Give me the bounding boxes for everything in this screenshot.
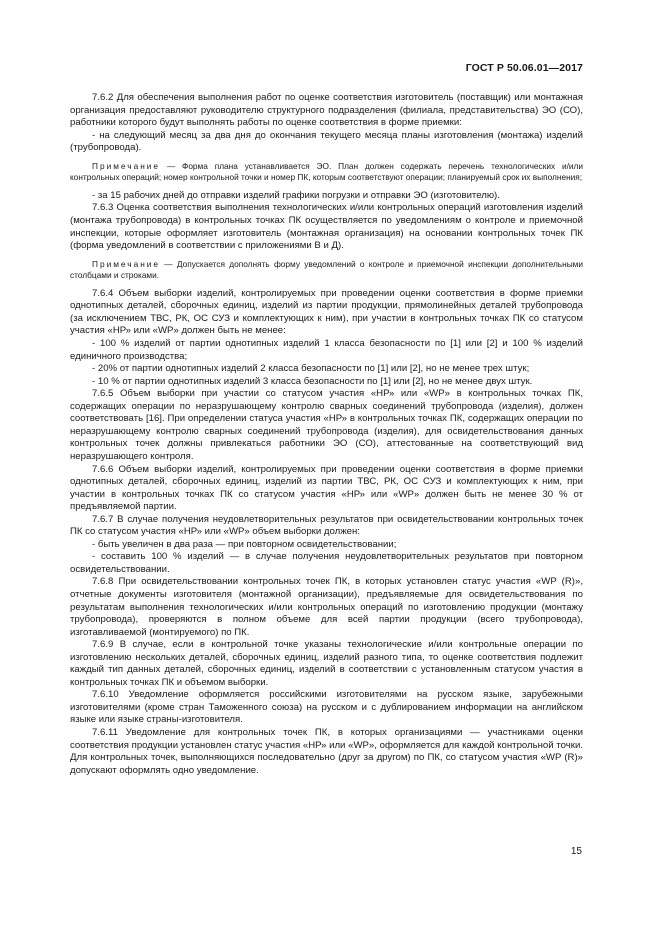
list-item-class-1: - 100 % изделий от партии однотипных изделий 1 класса безопасности по [1] или [2] и 100 % изделий единичного производства; bbox=[70, 338, 583, 362]
page-number: 15 bbox=[570, 846, 582, 857]
note-notification-form bbox=[70, 259, 583, 282]
note-text: — Форма плана устанавливается ЭО. План должен содержать перечень технологических и/или контрольных операций; номер контрольной точки и номер ПК, которым соответствуют операции; планируемый срок их выполнения; bbox=[70, 160, 583, 183]
list-item-schedules: - за 15 рабочих дней до отправки изделий графики погрузки и отправки ЭО (изготовителю). bbox=[92, 189, 500, 201]
list-item-class-2: - 20% от партии однотипных изделий 2 класса безопасности по [1] или [2], но не менее трех штук; bbox=[92, 363, 530, 375]
note-label: Примечание bbox=[92, 258, 161, 269]
list-item-plans: - на следующий месяц за два дня до окончания текущего месяца планы изготовления (монтажа) изделий (трубопровода). bbox=[70, 129, 583, 154]
list-item-full: - составить 100 % изделий — в случае получения неудовлетворительных результатов при повторном освидетельствовании. bbox=[70, 551, 583, 575]
note-label: Примечание bbox=[92, 160, 161, 171]
paragraph-7-6-7: 7.6.7 В случае получения неудовлетворительных результатов при освидетельствовании контрольных точек ПК со статусом участия «НР» или «WP» объем выборки должен: bbox=[70, 513, 583, 538]
note-text: — Допускается дополнять форму уведомлений о контроле и приемочной инспекции дополнительными столбцами и строками. bbox=[70, 258, 583, 281]
note-plan-form bbox=[70, 161, 583, 184]
paragraph-7-6-3: 7.6.3 Оценка соответствия выполнения технологических и/или контрольных операций изготовления изделий (монтажа трубопровода) в контрольных точках ПК осуществляется по уведомлениям о контроле и приемочной инспекции, которые оформляет изготовитель (монтажная организация) на основании контрольных точек ПК (форма уведомлений в соответствии с приложениями В и Д). bbox=[70, 202, 583, 252]
paragraph-7-6-5: 7.6.5 Объем выборки при участии со статусом участия «НР» или «WP» в контрольных точках ПК, содержащих операции по неразрушающему контролю сварных соединений трубопровода (изделия), должен соответствовать [16]. При определении статуса участия «НР» в контрольных точках ПК, содержащих операции по неразрушающему контролю сварных соединений трубопровода (изделия), для освидетельствования данных контрольных точек должны привлекаться работники ЭО (СО), аттестованные на соответствующий вид неразрушающего контроля. bbox=[70, 388, 583, 462]
standard-header: ГОСТ Р 50.06.01—2017 bbox=[465, 62, 583, 74]
paragraph-7-6-2: 7.6.2 Для обеспечения выполнения работ по оценке соответствия изготовитель (поставщик) или монтажная организация предоставляют руководителю структурного подразделения (филиала, представительства) ЭО (СО), работники которого будут выполнять работы по оценке соответствия в форме приемки: bbox=[70, 92, 583, 129]
paragraph-7-6-10: 7.6.10 Уведомление оформляется российскими изготовителями на русском языке, зарубежными изготовителями (кроме стран Таможенного союза) на русском и с дублированием информации на английском языке или языке страны-изготовителя. bbox=[70, 689, 583, 726]
paragraph-7-6-11: 7.6.11 Уведомление для контрольных точек ПК, в которых организациями — участниками оценки соответствия продукции установлен статус участия «НР» или «WP», оформляется для каждой контрольной точки. Для контрольных точек, выполняющихся последовательно (друг за другом) по ПК, со статусом участия «WP (R)» допускают оформлять одно уведомление. bbox=[70, 726, 583, 776]
list-item-class-3: - 10 % от партии однотипных изделий 3 класса безопасности по [1] или [2], но не менее двух штук. bbox=[92, 375, 533, 387]
paragraph-7-6-9: 7.6.9 В случае, если в контрольной точке указаны технологические и/или контрольные операции по изготовлению нескольких деталей, сборочных единиц, изделий разного типа, то оценке соответствия подлежит каждый тип данных деталей, сборочных единиц, изделий в соответствии с установленным статусом участия в контрольных точках ПК и объемом выборки. bbox=[70, 639, 583, 688]
paragraph-7-6-4: 7.6.4 Объем выборки изделий, контролируемых при проведении оценки соответствия в форме приемки однотипных деталей, сборочных единиц, изделий из партии продукции, прямолинейных деталей трубопровода (за исключением ТВС, РК, ОС СУЗ и комплектующих к ним), при участии в контрольных точках ПК со статусом участия «НР» или «WP» должен быть не менее: bbox=[70, 287, 583, 337]
body-text bbox=[70, 92, 583, 777]
paragraph-7-6-6: 7.6.6 Объем выборки изделий, контролируемых при проведении оценки соответствия в форме приемки однотипных деталей, сборочных единиц, изделий из партии ТВС, РК, ОС СУЗ и комплектующих к ним, при участии в контрольных точках ПК со статусом участия «НР» или «WP» должен быть не менее 30 % от предъявляемой партии. bbox=[70, 463, 583, 513]
paragraph-7-6-8: 7.6.8 При освидетельствовании контрольных точек ПК, в которых установлен статус участия «WP (R)», отчетные документы изготовителя (монтажной организации), предъявляемые для освидетельствования по результатам выполнения технологических и/или контрольных операций по изготовлению продукции (монтажу трубопровода), проверяются в полном объеме для всей партии продукции (всего трубопровода), изготавливаемой (монтируемого) по ПК. bbox=[70, 576, 583, 638]
list-item-double: - быть увеличен в два раза — при повторном освидетельствовании; bbox=[92, 538, 397, 550]
